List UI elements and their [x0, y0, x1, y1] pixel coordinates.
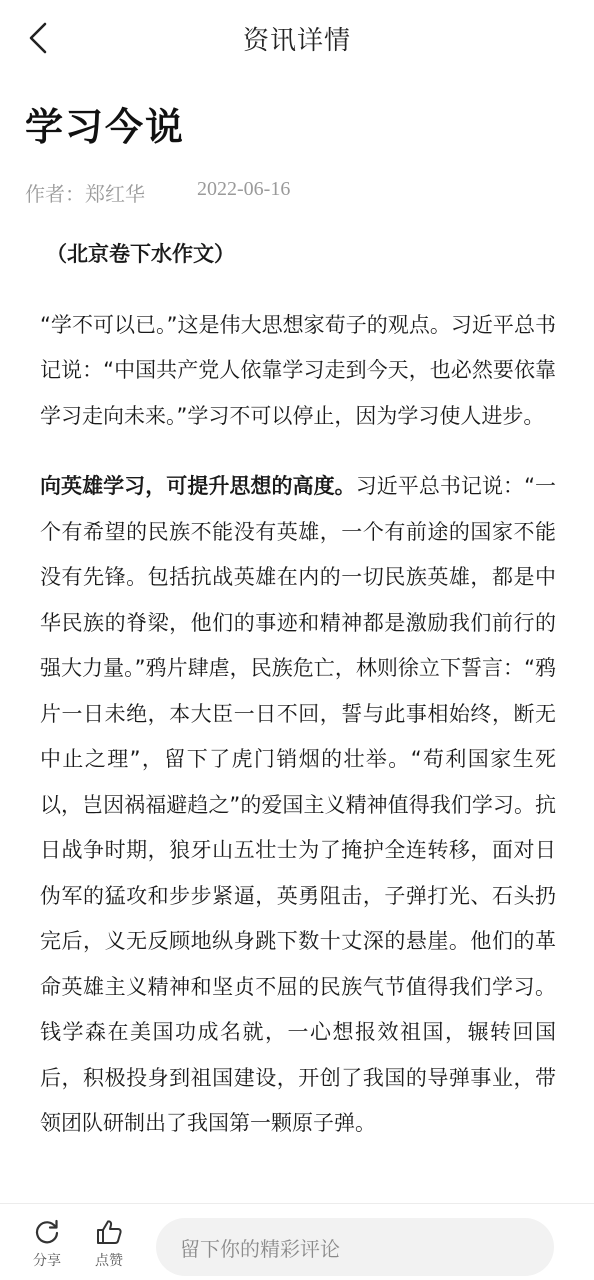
comment-input[interactable] — [156, 1218, 554, 1276]
article-paragraph — [40, 464, 556, 1147]
page-title: 资讯详情 — [242, 25, 351, 56]
share-button[interactable] — [22, 1218, 72, 1270]
comment-placeholder: 留下你的精彩评论 — [180, 1236, 340, 1261]
like-label: 点赞 — [95, 1253, 123, 1269]
article-paragraph — [40, 303, 556, 440]
thumbs-up-icon — [95, 1218, 123, 1246]
chevron-left-icon — [27, 21, 49, 55]
author-label: 作者： — [25, 184, 85, 206]
article-title: 学习今说 — [25, 105, 186, 149]
article-subhead: （北京卷下水作文） — [46, 242, 235, 266]
paragraph-text: 习近平总书记说：“一个有希望的民族不能没有英雄，一个有前途的国家不能没有先锋。包括抗战英雄在内的一切民族英雄，都是中华民族的脊梁，他们的事迹和精神都是激励我们前行的强大力量。”鸦片肆虐，民族危亡，林则徐立下誓言：“鸦片一日未绝，本大臣一日不回，誓与此事相始终，断无中止之理”，留下了虎门销烟的壮举。“苟利国家生死以，岂因祸福避趋之”的爱国主义精神值得我们学习。抗日战争时期，狼牙山五壮士为了掩护全连转移，面对日伪军的猛攻和步步紧逼，英勇阻击，子弹打光、石头扔完后，义无反顾地纵身跳下数十丈深的悬崖。他们的革命英雄主义精神和坚贞不屈的民族气节值得我们学习。钱学森在美国功成名就，一心想报效祖国，辗转回国后，积极投身到祖国建设，开创了我国的导弹事业，带领团队研制出了我国第一颗原子弹。 — [40, 474, 556, 1135]
back-button[interactable] — [18, 18, 58, 58]
share-refresh-icon — [33, 1218, 61, 1246]
top-nav-bar — [0, 0, 594, 76]
like-button[interactable] — [84, 1218, 134, 1270]
author-name: 郑红华 — [85, 184, 145, 206]
article-meta — [25, 178, 290, 207]
publish-date: 2022-06-16 — [197, 178, 291, 200]
paragraph-text: “学不可以已。”这是伟大思想家荀子的观点。习近平总书记说：“中国共产党人依靠学习走到今天，也必然要依靠学习走向未来。”学习不可以停止，因为学习使人进步。 — [40, 312, 556, 428]
article-body — [40, 232, 556, 1208]
author-info — [25, 178, 145, 207]
bottom-action-bar — [0, 1203, 594, 1280]
paragraph-lead: 向英雄学习，可提升思想的高度。 — [40, 474, 356, 498]
share-label: 分享 — [33, 1253, 61, 1269]
